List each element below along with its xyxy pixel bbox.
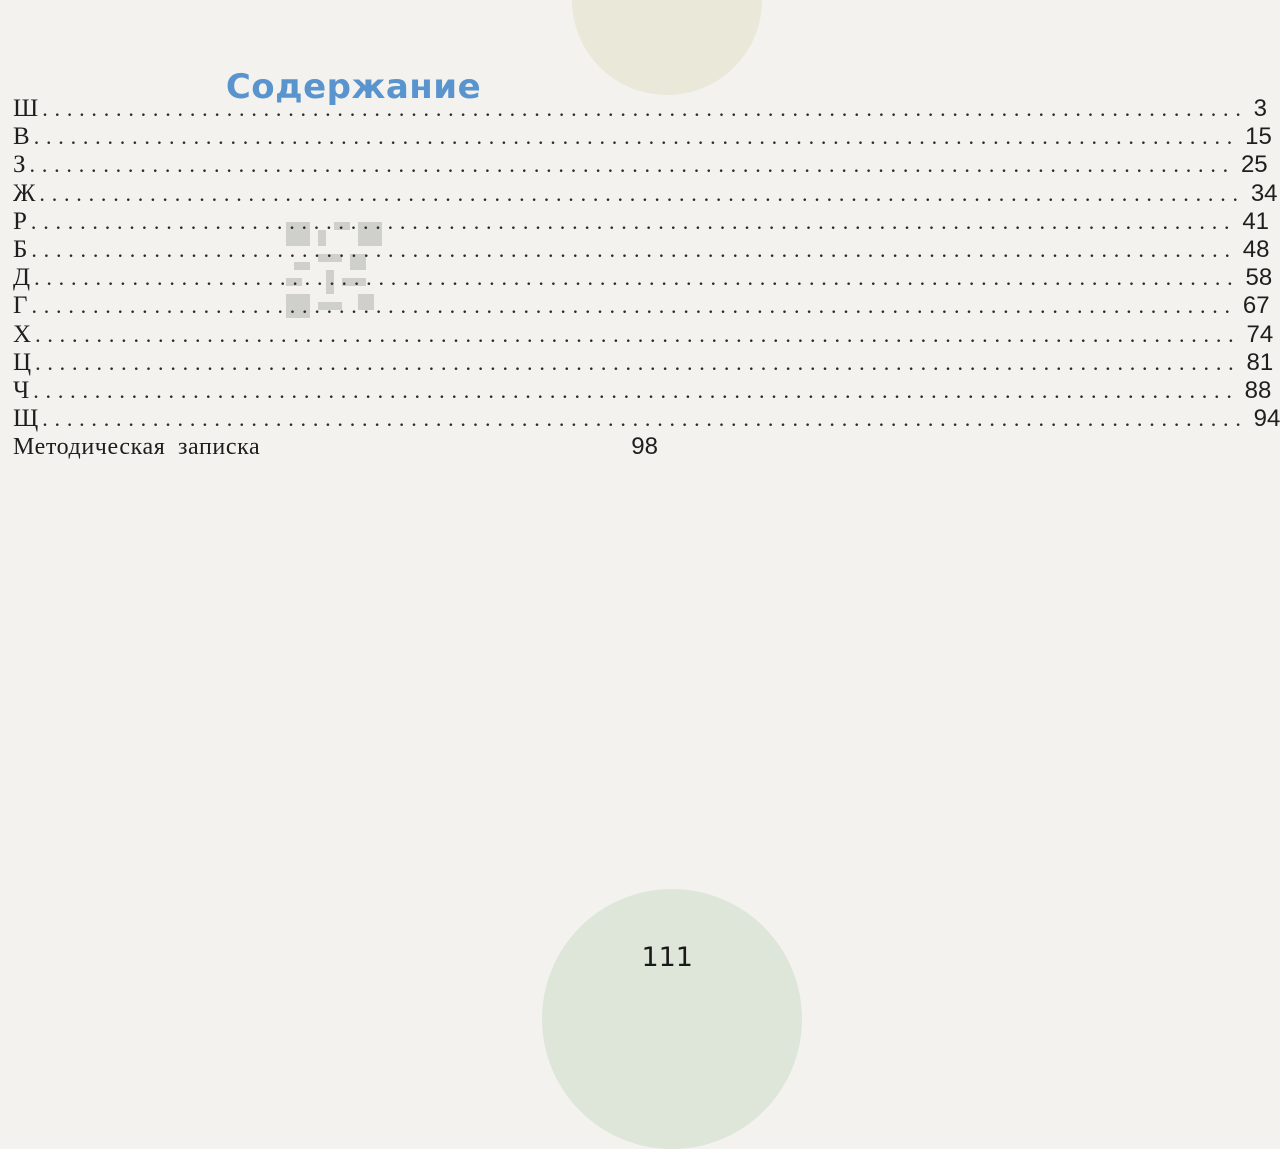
table-of-contents [13,95,1280,461]
toc-entry-page: 94 [1253,405,1280,433]
toc-dot-leader: .................................................................................................. [31,236,1237,262]
toc-entry-page: 3 [1253,95,1267,122]
toc-entry[interactable] [13,405,1280,433]
toc-entry-page: 98 [631,433,658,461]
toc-entry[interactable] [13,123,1272,151]
toc-entry-page: 88 [1244,376,1272,404]
toc-entry-label: Д [13,264,31,292]
toc-dot-leader: .................................................................................................. [34,265,1240,291]
toc-entry[interactable] [13,320,1274,349]
toc-dot-leader: .................................................................................................. [30,208,1237,234]
toc-entry-page: 74 [1246,320,1274,348]
toc-dot-leader: .................................................................................................. [35,321,1241,347]
toc-dot-leader: .................................................................................................. [33,124,1240,150]
toc-entry-label: Ч [13,376,30,404]
toc-dot-leader: .................................................................................................. [29,152,1235,178]
toc-dot-leader: .................................................................................................. [42,96,1248,121]
decorative-circle-bottom [542,889,802,1149]
page-number: 111 [641,942,693,973]
toc-entry-label: Х [13,320,32,348]
toc-entry-page: 58 [1245,264,1273,292]
page-title: Содержание [225,66,482,107]
toc-entry[interactable] [13,264,1273,292]
toc-entry-label: Ж [13,179,36,207]
toc-dot-leader: .................................................................................................. [31,293,1237,319]
toc-entry[interactable] [13,235,1270,264]
toc-entry-methodical-note[interactable] [13,433,658,461]
toc-entry[interactable] [13,207,1270,236]
toc-dot-leader: .................................................................................................. [39,180,1245,206]
toc-entry-page: 48 [1242,235,1270,263]
toc-entry-page: 41 [1242,207,1270,235]
toc-entry-page: 81 [1246,348,1274,376]
toc-entry[interactable] [13,151,1268,179]
toc-entry-label: З [13,151,26,179]
toc-entry[interactable] [13,348,1274,377]
toc-entry-label: Г [13,292,28,320]
toc-dot-leader: .................................................................................................. [35,349,1241,375]
toc-entry[interactable] [13,95,1267,123]
toc-dot-leader: .................................................................................................. [42,406,1248,432]
toc-entry-page: 15 [1245,123,1272,151]
toc-entry-label: В [13,123,30,151]
toc-entry[interactable] [13,179,1278,208]
toc-entry-page: 34 [1250,179,1278,207]
toc-entry-label: Ш [13,95,39,122]
toc-entry-label: Методическая записка [13,434,261,461]
toc-entry-page: 67 [1242,292,1270,320]
toc-entry-label: Р [13,207,27,235]
toc-entry[interactable] [13,376,1272,405]
toc-entry[interactable] [13,292,1270,320]
toc-entry-label: Б [13,235,28,263]
toc-entry-label: Щ [13,405,39,433]
toc-entry-page: 25 [1240,151,1268,179]
toc-dot-leader: .................................................................................................. [33,377,1239,403]
toc-entry-label: Ц [13,348,32,376]
